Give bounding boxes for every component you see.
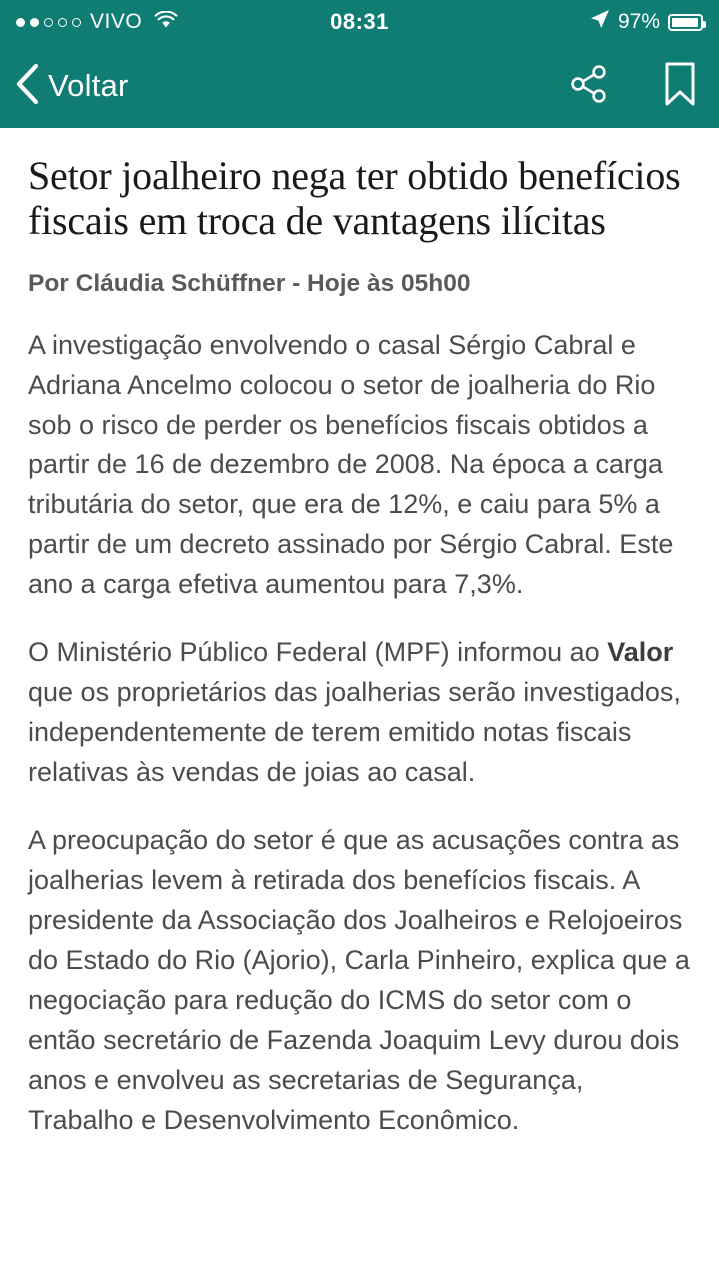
carrier-label: VIVO bbox=[90, 10, 143, 33]
bookmark-icon[interactable] bbox=[663, 61, 697, 112]
page-title: Setor joalheiro nega ter obtido benefícios fiscais em troca de vantagens ilícitas bbox=[28, 153, 681, 243]
status-clock: 08:31 bbox=[330, 9, 389, 34]
paragraph-text-before: O Ministério Público Federal (MPF) informou ao bbox=[28, 637, 608, 668]
share-icon[interactable] bbox=[567, 62, 611, 111]
status-bar bbox=[0, 0, 719, 44]
wifi-icon bbox=[154, 9, 178, 35]
article-byline: Por Cláudia Schüffner - Hoje às 05h00 bbox=[28, 269, 471, 297]
article-content bbox=[0, 128, 719, 1141]
article-paragraph: A preocupação do setor é que as acusações contra as joalherias levem à retirada dos benefícios fiscais. A presidente da Associação dos Joalheiros e Relojoeiros do Estado do Rio (Ajorio), Carla Pinheiro, explica que a negociação para redução do ICMS do setor com o então secretário de Fazenda Joaquim Levy durou dois anos e envolveu as secretarias de Segurança, Trabalho e Desenvolvimento Econômico. bbox=[28, 825, 690, 1135]
status-left-group bbox=[16, 9, 178, 35]
article-paragraph: A investigação envolvendo o casal Sérgio Cabral e Adriana Ancelmo colocou o setor de joalheria do Rio sob o risco de perder os benefícios fiscais obtidos a partir de 16 de dezembro de 2008. Na época a carga tributária do setor, que era de 12%, e caiu para 5% a partir de um decreto assinado por Sérgio Cabral. Este ano a carga efetiva aumentou para 7,3%. bbox=[28, 329, 674, 600]
signal-strength-icon bbox=[16, 18, 81, 27]
article-paragraph bbox=[28, 633, 691, 793]
back-button-label: Voltar bbox=[48, 68, 129, 103]
nav-actions-group bbox=[567, 61, 697, 112]
location-arrow-icon bbox=[590, 9, 610, 35]
navigation-bar bbox=[0, 44, 719, 128]
chevron-left-icon bbox=[14, 63, 40, 110]
paragraph-text-after: que os proprietários das joalherias serão investigados, independentemente de terem emitido notas fiscais relativas às vendas de joias ao casal. bbox=[28, 677, 681, 788]
battery-icon bbox=[668, 14, 703, 31]
battery-percent-label: 97% bbox=[617, 10, 660, 33]
back-button[interactable] bbox=[14, 63, 128, 110]
paragraph-emphasis: Valor bbox=[607, 637, 674, 668]
status-right-group bbox=[590, 9, 703, 35]
